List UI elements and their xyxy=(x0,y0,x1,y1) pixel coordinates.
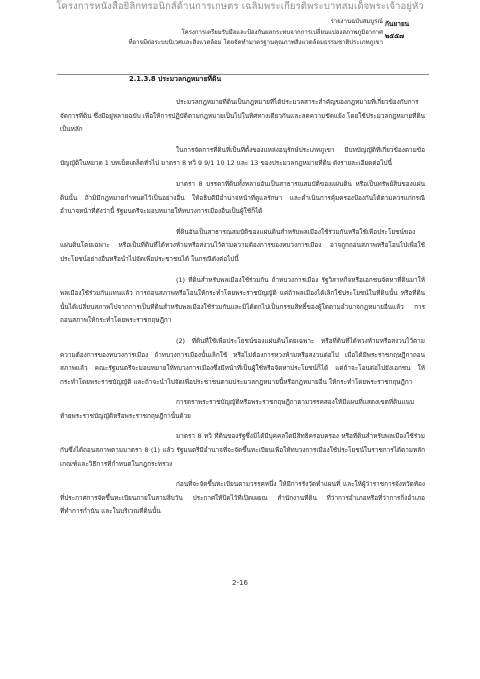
paragraph-map-requirement: การตราพระราชบัญญัติหรือพระราชกฤษฎีกาตามวรรคสองให้มีแผนที่แสดงเขตที่ดินแนบท้ายพระราชบัญญัติหรือพระราชกฤษฎีกานั้นด้วย xyxy=(60,398,415,420)
report-year: ๒๕๕๗ xyxy=(385,32,405,40)
report-date xyxy=(385,18,425,42)
report-type: รายงานฉบับสมบูรณ์ xyxy=(330,18,383,25)
section-heading: 2.1.3.8 ประมวลกฎหมายที่ดิน xyxy=(129,75,222,83)
page-number: 2-16 xyxy=(232,579,248,587)
document-series-banner: โครงการหนังสือยิลิกทรอนิกส์ด้านการเกษตร เฉลิมพระเกียรติพระบาทสมเด็จพระเจ้าอยู่หัว xyxy=(56,1,424,12)
project-title-line-1: โครงการเตรียมรับมือและป้องกันผลกระทบจากการเปลี่ยนแปลงสภาพภูมิอากาศ xyxy=(181,28,383,36)
paragraph-clause-1: (1) ที่ดินสำหรับพลเมืองใช้ร่วมกัน ถ้าทบวงการเมือง รัฐวิสาหกิจหรือเอกชนจัดหาที่ดินมาให้พลเมืองใช้ร่วมกันแทนแล้ว การถอนสภาพหรือโอนให้กระทำโดยพระราชบัญญัติ แต่ถ้าพลเมืองได้เลิกใช้ประโยชน์ในที่ดินนั้น หรือที่ดินนั้นได้เปลี่ยนสภาพไปจากการเป็นที่ดินสำหรับพลเมืองใช้ร่วมกันและมิได้ตกไปเป็นกรรมสิทธิ์ของผู้ใดตามอำนาจกฎหมายอื่นแล้ว การถอนสภาพให้กระทำโดยพระราชกฤษฎีกา xyxy=(60,275,425,325)
paragraph-section-8-bis: มาตรา 8 ทวิ ที่ดินของรัฐซึ่งมิได้มีบุคคลใดมีสิทธิครอบครอง หรือที่ดินสำหรับพลเมืองใช้ร่วมกันซึ่งได้ถอนสภาพตามมาตรา 8 (1) แล้ว รัฐมนตรีมีอำนาจที่จะจัดขึ้นทะเบียนเพื่อให้ทบวงการเมืองใช้ประโยชน์ในราชการได้ตามหลักเกณฑ์และวิธีการที่กำหนดในกฎกระทรวง xyxy=(60,432,425,468)
paragraph-intro: ประมวลกฎหมายที่ดินเป็นกฎหมายที่ได้ประมวลสาระสำคัญของกฎหมายที่เกี่ยวข้องกับการจัดการที่ดิน ซึ่งมีอยู่หลายฉบับ เพื่อให้การปฏิบัติตามกฎหมายเป็นไปในทิศทางเดียวกันและลดความขัดแย้ง โดยใช้ประมวลกฎหมายที่ดินเป็นหลัก xyxy=(60,98,425,134)
paragraph-section-8: มาตรา 8 บรรดาที่ดินทั้งหลายอันเป็นสาธารณสมบัติของแผ่นดิน หรือเป็นทรัพย์สินของแผ่นดินนั้น ถ้ามิมีกฎหมายกำหนดไว้เป็นอย่างอื่น ให้อธิบดีมีอำนาจหน้าที่ดูแลรักษา และดำเนินการคุ้มครองป้องกันได้ตามควรแก่กรณี อำนาจหน้าที่ดังว่านี้ รัฐมนตรีจะมอบหมายให้ทบวงการเมืองอื่นเป็นผู้ใช้ก็ได้ xyxy=(60,179,425,216)
page-header xyxy=(0,14,480,62)
paragraph-clause-2: (2) ที่ดินที่ใช้เพื่อประโยชน์ของแผ่นดินโดยเฉพาะ หรือที่ดินที่ได้หวงห้ามหรือสงวนไว้ตามความต้องการของทบวงการเมือง ถ้าทบวงการเมืองนั้นเลิกใช้ หรือไม่ต้องการหวงห้ามหรือสงวนต่อไป เมื่อได้มีพระราชกฤษฎีกาถอนสภาพแล้ว คณะรัฐมนตรีจะมอบหมายให้ทบวงการเมืองซึ่งมีหน้าที่เป็นผู้ใช้หรือจัดหาประโยชน์ก็ได้ แต่ถ้าจะโอนต่อไปยังเอกชน ให้กระทำโดยพระราชบัญญัติ และถ้าจะนำไปจัดเพื่อประชาชนตามประมวลกฎหมายนี้หรือกฎหมายอื่น ให้กระทำโดยพระราชกฤษฎีกา xyxy=(60,336,425,386)
paragraph-public-land: ที่ดินอันเป็นสาธารณสมบัติของแผ่นดินสำหรับพลเมืองใช้ร่วมกันหรือใช้เพื่อประโยชน์ของแผ่นดินโดยเฉพาะ หรือเป็นที่ดินที่ได้หวงห้ามหรือสงวนไว้ตามความต้องการของทบวงการเมือง อาจถูกถอนสภาพหรือโอนไปเพื่อใช้ประโยชน์อย่างอื่นหรือนำไปจัดเพื่อประชาชนได้ ในกรณีดังต่อไปนี้ xyxy=(60,227,425,263)
project-title-line-2: ที่อาจมีต่อระบบนิเวศและสิ่งแวดล้อม โดยจัดทำมาตรฐานคุณภาพสิ่งแวดล้อมธรรมชาติประเภทภูเขา xyxy=(128,39,383,46)
paragraph-scope: ในการจัดการที่ดินที่เป็นที่ตั้งของแหล่งอนุรักษ์ประเภทภูเขา มีบทบัญญัติที่เกี่ยวข้องตามข้อบัญญัติในหมวด 1 บทเบ็ดเตล็ดทั่วไป มาตรา 8 ทวิ 9 9/1 10 12 และ 13 ของประมวลกฎหมายที่ดิน ดังรายละเอียดต่อไปนี้ xyxy=(60,145,425,168)
paragraph-registration: ก่อนที่จะจัดขึ้นทะเบียนตามวรรคหนึ่ง ให้มีการรังวัดทำแผนที่ และให้ผู้ว่าราชการจังหวัดท้องที่ประกาศการจัดขึ้นทะเบียนภายในสามสิบวัน ประกาศให้ปิดไว้ที่เปิดเผยณ สำนักงานที่ดิน ที่ว่าการอำเภอหรือที่ว่าการกิ่งอำเภอ ที่ทำการกำนัน และในบริเวณที่ดินนั้น xyxy=(60,480,425,516)
report-title-block xyxy=(43,17,383,49)
report-month: กันยายน xyxy=(385,20,410,28)
page-body xyxy=(60,73,425,526)
